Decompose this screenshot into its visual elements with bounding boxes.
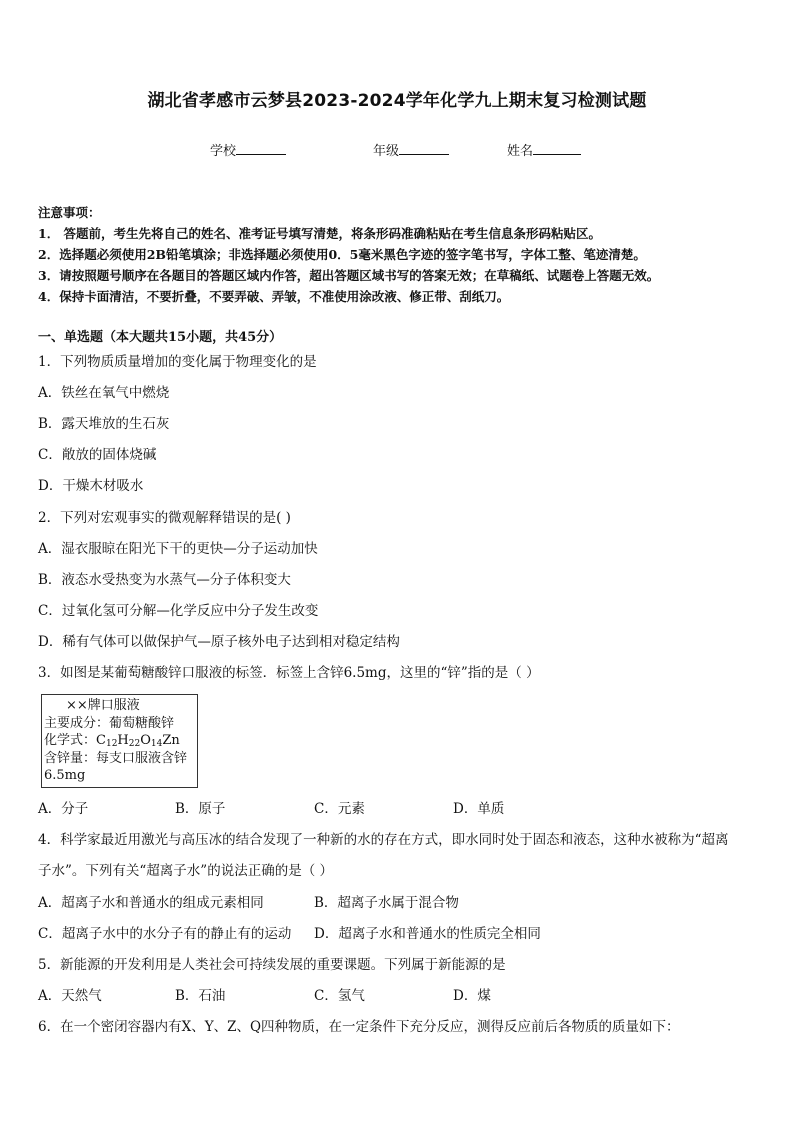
school-field: [210, 140, 286, 159]
question-5-option-d: D．煤: [453, 988, 491, 1004]
notice-block: [38, 202, 758, 307]
question-5-option-c: C．氢气: [314, 988, 365, 1004]
question-4-option-a: A．超离子水和普通水的组成元素相同: [38, 895, 264, 911]
notice-item: 4．保持卡面清洁，不要折叠，不要弄破、弄皱，不准使用涂改液、修正带、刮纸刀。: [38, 289, 510, 304]
question-5-option-b: B．石油: [175, 988, 226, 1004]
question-1-option-c: C．敞放的固体烧碱: [38, 447, 157, 463]
question-1-option-a: A．铁丝在氧气中燃烧: [38, 385, 170, 401]
school-label: 学校: [210, 144, 237, 159]
label-zinc-content: 含锌量：每支口服液含锌: [44, 750, 188, 766]
question-3-option-b: B．原子: [175, 801, 226, 817]
notice-item: 3．请按照题号顺序在各题目的答题区域内作答，超出答题区域书写的答案无效；在草稿纸、试题卷上答题无效。: [38, 268, 660, 283]
grade-field: [373, 140, 449, 159]
question-4-option-b: B．超离子水属于混合物: [314, 895, 459, 911]
question-3-option-a: A．分子: [38, 801, 89, 817]
question-5-stem: 5．新能源的开发利用是人类社会可持续发展的重要课题。下列属于新能源的是: [38, 957, 506, 973]
school-blank: [236, 141, 286, 155]
formula-h-sub: 22: [128, 739, 141, 749]
label-main-ingredient: 主要成分：葡萄糖酸锌: [44, 715, 175, 731]
label-formula-line: [44, 732, 197, 750]
question-2-option-c: C．过氧化氢可分解—化学反应中分子发生改变: [38, 603, 319, 619]
formula-zn: Zn: [162, 733, 180, 748]
medicine-label-box: [41, 694, 198, 788]
grade-label: 年级: [373, 144, 400, 159]
notice-item: 1． 答题前，考生先将自己的姓名、准考证号填写清楚，将条形码准确粘贴在考生信息条形码粘贴区。: [38, 226, 602, 241]
section-title: 一、单选题（本大题共15小题，共45分）: [38, 330, 283, 345]
question-1-option-b: B．露天堆放的生石灰: [38, 416, 170, 432]
formula-o-sub: 14: [150, 739, 163, 749]
label-formula-prefix: 化学式：: [44, 733, 97, 748]
question-2-option-a: A．湿衣服晾在阳光下干的更快—分子运动加快: [38, 541, 318, 557]
question-3-option-c: C．元素: [314, 801, 365, 817]
formula-o: O: [140, 733, 151, 748]
name-field: [507, 140, 581, 159]
question-4-option-d: D．超离子水和普通水的性质完全相同: [314, 926, 541, 942]
question-3-stem: 3．如图是某葡萄糖酸锌口服液的标签．标签上含锌6.5mg，这里的“锌”指的是（ ）: [38, 665, 540, 681]
label-zinc-amount: 6.5mg: [44, 768, 86, 783]
grade-blank: [399, 141, 449, 155]
question-1-stem: 1．下列物质质量增加的变化属于物理变化的是: [38, 354, 317, 370]
label-product-name: ××牌口服液: [66, 698, 140, 713]
notice-item: 2．选择题必须使用2B铅笔填涂；非选择题必须使用0．5毫米黑色字迹的签字笔书写，字体工整、笔迹清楚。: [38, 247, 646, 262]
question-4-option-c: C．超离子水中的水分子有的静止有的运动: [38, 926, 292, 942]
question-2-stem: 2．下列对宏观事实的微观解释错误的是( ): [38, 510, 291, 526]
question-1-option-d: D．干燥木材吸水: [38, 478, 144, 494]
question-4-stem-line-1: 4．科学家最近用激光与高压冰的结合发现了一种新的水的存在方式，即水同时处于固态和液态，这种水被称为“超离: [38, 832, 729, 848]
question-2-option-b: B．液态水受热变为水蒸气—分子体积变大: [38, 572, 291, 588]
formula-c-sub: 12: [105, 739, 118, 749]
name-blank: [533, 141, 581, 155]
question-5-option-a: A．天然气: [38, 988, 102, 1004]
formula-h: H: [117, 733, 129, 748]
question-6-stem: 6．在一个密闭容器内有X、Y、Z、Q四种物质，在一定条件下充分反应，测得反应前后各物质的质量如下：: [38, 1019, 680, 1035]
formula-c: C: [96, 733, 106, 748]
exam-title: 湖北省孝感市云梦县2023-2024学年化学九上期末复习检测试题: [147, 91, 647, 111]
question-4-stem-line-2: 子水”。下列有关“超离子水”的说法正确的是（ ）: [38, 863, 333, 879]
question-3-option-d: D．单质: [453, 801, 505, 817]
name-label: 姓名: [507, 144, 534, 159]
question-2-option-d: D．稀有气体可以做保护气—原子核外电子达到相对稳定结构: [38, 634, 400, 650]
notice-heading: 注意事项：: [38, 205, 101, 220]
